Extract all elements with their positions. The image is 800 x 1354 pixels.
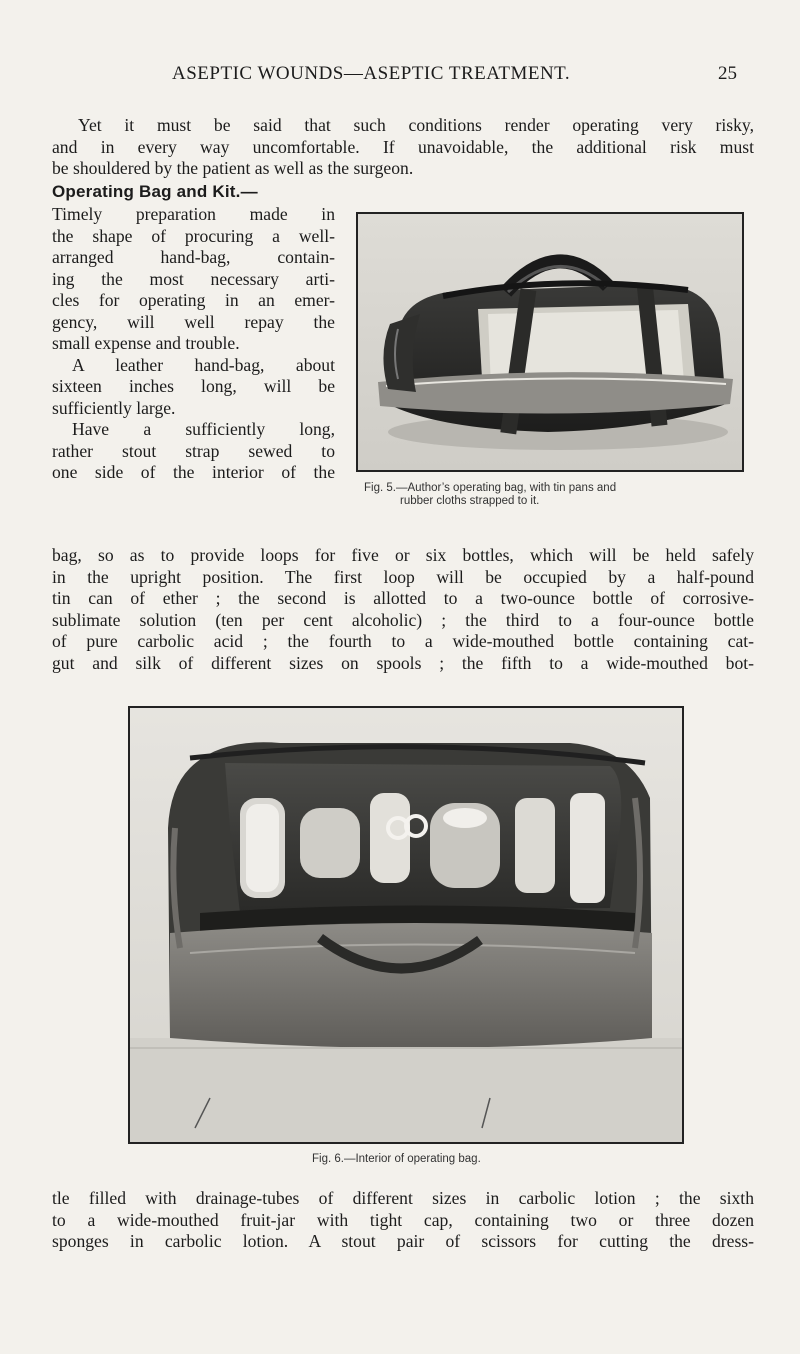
text-line: sufficiently large. [52,397,176,418]
caption-line: Fig. 5.—Author’s operating bag, with tin pans and [364,482,617,494]
figure-5-caption [364,482,744,508]
page-header [0,63,800,95]
operating-bag-interior-illustration [130,708,682,1142]
text-line: be shouldered by the patient as well as the surgeon. [52,158,414,178]
figure-6-photo [128,706,684,1144]
text-line: cles for operating in an emer- [52,290,335,310]
text-line: the shape of procuring a well- [52,225,335,246]
text-line: and in every way uncomfortable. If unavoidable, the additional risk must [52,136,754,157]
figure-6-caption: Fig. 6.—Interior of operating bag. [312,1153,481,1165]
text-line: arranged hand-bag, contain- [52,247,335,267]
running-head: ASEPTIC WOUNDS—ASEPTIC TREATMENT. [172,63,571,84]
text-line: ing the most necessary arti- [52,268,335,289]
text-line: Yet it must be said that such conditions render operating very risky, [78,115,754,135]
text-line: small expense and trouble. [52,333,240,353]
text-line: bag, so as to provide loops for five or six bottles, which will be held safely [52,545,754,565]
closing-paragraph [52,1188,754,1253]
caption-line: rubber cloths strapped to it. [400,495,540,507]
text-line: sponges in carbolic lotion. A stout pair of scissors for cutting the dress- [52,1231,754,1251]
intro-paragraph [52,115,754,180]
page-number: 25 [718,63,737,84]
text-line: of pure carbolic acid ; the fourth to a wide-mouthed bottle containing cat- [52,631,754,651]
text-line: sixteen inches long, will be [52,376,335,396]
section-left-column [52,180,335,484]
text-line: sublimate solution (ten per cent alcoholic) ; the third to a four-ounce bottle [52,609,754,630]
text-line: tle filled with drainage-tubes of different sizes in carbolic lotion ; the sixth [52,1188,754,1208]
text-line: one side of the interior of the [52,462,335,482]
figure-5-photo [356,212,744,472]
text-line: in the upright position. The first loop will be occupied by a half-pound [52,566,754,587]
section-heading: Operating Bag and Kit.— [52,182,258,201]
text-line: tin can of ether ; the second is allotted to a two-ounce bottle of corrosive- [52,588,754,608]
text-line: Timely preparation made in [52,204,335,224]
body-paragraph [52,545,754,674]
text-line: gut and silk of different sizes on spools ; the fifth to a wide-mouthed bot- [52,652,754,673]
text-line: Have a sufficiently long, [72,419,335,439]
operating-bag-exterior-illustration [358,214,742,470]
text-line: rather stout strap sewed to [52,440,335,461]
text-line: to a wide-mouthed fruit-jar with tight cap, containing two or three dozen [52,1209,754,1230]
text-line: gency, will well repay the [52,311,335,332]
text-line: A leather hand-bag, about [72,354,335,375]
